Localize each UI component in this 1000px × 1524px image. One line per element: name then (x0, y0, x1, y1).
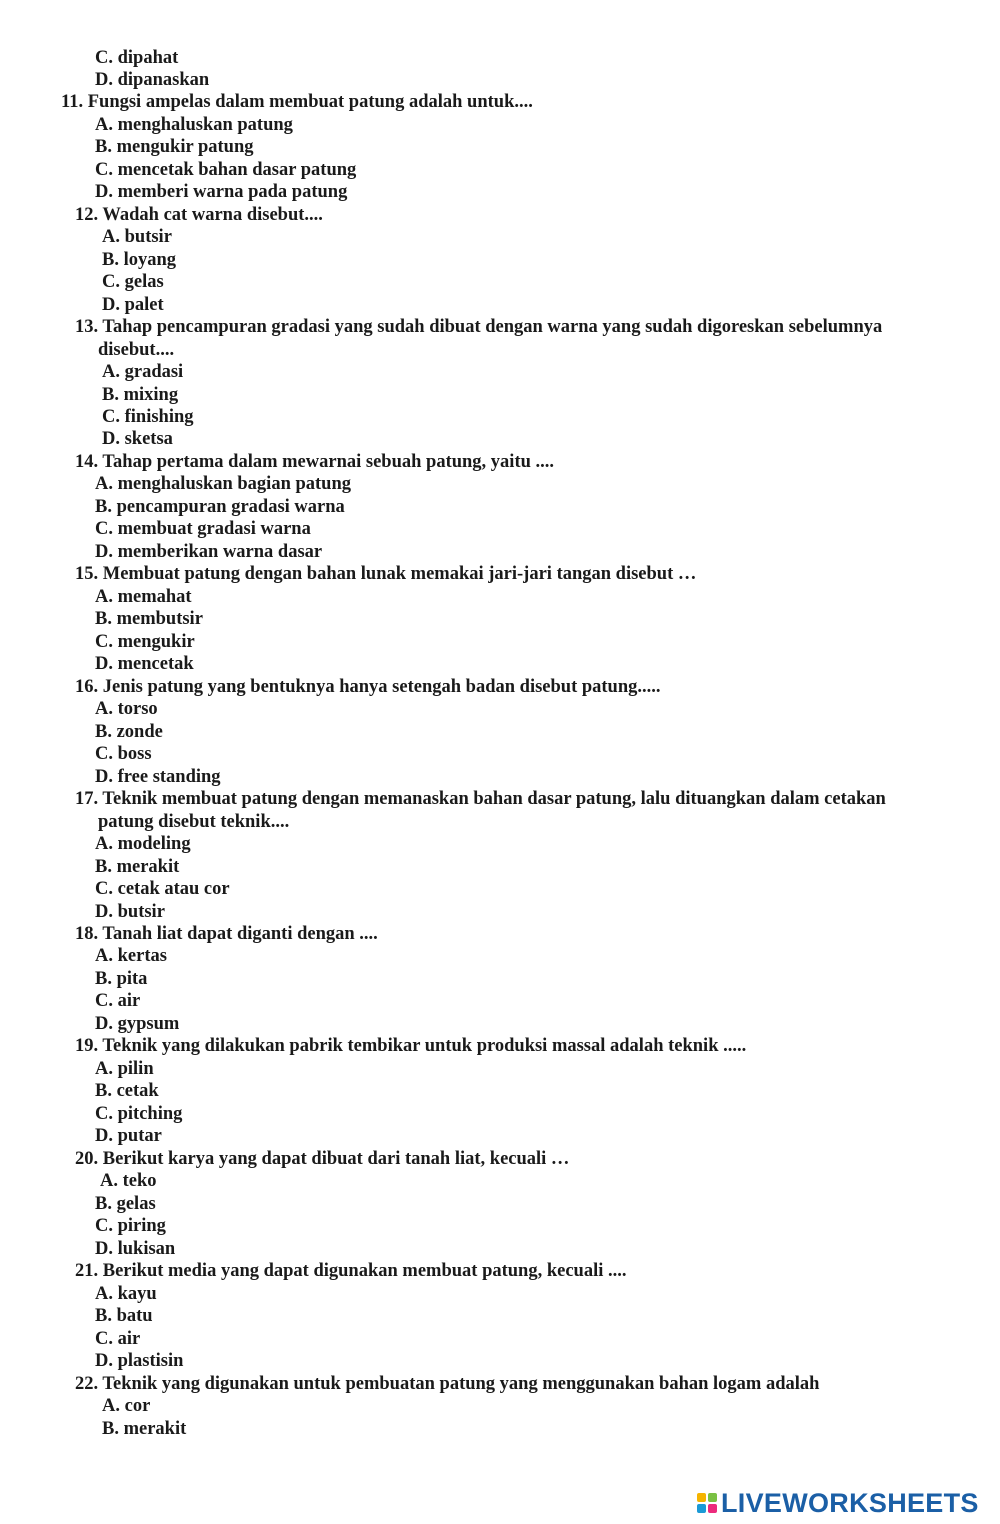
option: A. gradasi (102, 362, 184, 382)
option: D. mencetak (95, 654, 194, 674)
option: A. menghaluskan bagian patung (95, 474, 352, 494)
option: C. finishing (102, 407, 194, 427)
option: B. merakit (102, 1419, 187, 1439)
option: C. piring (95, 1216, 166, 1236)
option: A. cor (102, 1396, 151, 1416)
option: B. merakit (95, 857, 180, 877)
logo-square (708, 1493, 717, 1502)
option: C. gelas (102, 272, 164, 292)
option: D. plastisin (95, 1351, 184, 1371)
option: D. gypsum (95, 1014, 180, 1034)
option: B. cetak (95, 1081, 159, 1101)
option: C. air (95, 1329, 141, 1349)
option: D. memberi warna pada patung (95, 182, 348, 202)
option: D. dipanaskan (95, 70, 210, 90)
question-text: patung disebut teknik.... (98, 812, 290, 832)
option: B. mixing (102, 385, 179, 405)
question-text: 15. Membuat patung dengan bahan lunak memakai jari-jari tangan disebut … (75, 564, 697, 584)
option: B. pita (95, 969, 148, 989)
question-text: 14. Tahap pertama dalam mewarnai sebuah patung, yaitu .... (75, 452, 555, 472)
option: D. palet (102, 295, 164, 315)
logo-square (697, 1493, 706, 1502)
option: D. butsir (95, 902, 165, 922)
option: C. mengukir (95, 632, 195, 652)
question-text: 21. Berikut media yang dapat digunakan membuat patung, kecuali .... (75, 1261, 627, 1281)
question-text: disebut.... (98, 340, 175, 360)
option: C. cetak atau cor (95, 879, 230, 899)
option: B. gelas (95, 1194, 156, 1214)
option: B. batu (95, 1306, 153, 1326)
option: D. lukisan (95, 1239, 176, 1259)
question-text: 19. Teknik yang dilakukan pabrik tembikar untuk produksi massal adalah teknik ..... (75, 1036, 747, 1056)
question-text: 16. Jenis patung yang bentuknya hanya setengah badan disebut patung..... (75, 677, 661, 697)
option: C. boss (95, 744, 152, 764)
question-text: 13. Tahap pencampuran gradasi yang sudah dibuat dengan warna yang sudah digoreskan sebelumnya (75, 317, 883, 337)
option: D. free standing (95, 767, 221, 787)
question-text: 18. Tanah liat dapat diganti dengan .... (75, 924, 378, 944)
question-text: 12. Wadah cat warna disebut.... (75, 205, 323, 225)
option: B. loyang (102, 250, 177, 270)
option: A. memahat (95, 587, 192, 607)
option: A. modeling (95, 834, 191, 854)
option: B. mengukir patung (95, 137, 254, 157)
option: A. teko (100, 1171, 157, 1191)
option: B. zonde (95, 722, 163, 742)
question-text: 20. Berikut karya yang dapat dibuat dari tanah liat, kecuali … (75, 1149, 570, 1169)
question-text: 11. Fungsi ampelas dalam membuat patung adalah untuk.... (61, 92, 533, 112)
option: A. kayu (95, 1284, 157, 1304)
option: D. putar (95, 1126, 162, 1146)
option: D. memberikan warna dasar (95, 542, 323, 562)
logo-square (708, 1504, 717, 1513)
question-text: 17. Teknik membuat patung dengan memanaskan bahan dasar patung, lalu dituangkan dalam cetakan (75, 789, 886, 809)
option: D. sketsa (102, 429, 173, 449)
logo-mark-icon (697, 1493, 717, 1513)
option: A. torso (95, 699, 158, 719)
option: C. membuat gradasi warna (95, 519, 311, 539)
question-text: 22. Teknik yang digunakan untuk pembuatan patung yang menggunakan bahan logam adalah (75, 1374, 820, 1394)
option: A. kertas (95, 946, 167, 966)
option: C. mencetak bahan dasar patung (95, 160, 357, 180)
option: A. menghaluskan patung (95, 115, 293, 135)
option: B. pencampuran gradasi warna (95, 497, 345, 517)
option: A. butsir (102, 227, 172, 247)
logo-text: LIVEWORKSHEETS (721, 1487, 979, 1518)
option: A. pilin (95, 1059, 154, 1079)
option: B. membutsir (95, 609, 203, 629)
option: C. air (95, 991, 141, 1011)
logo-square (697, 1504, 706, 1513)
option: C. pitching (95, 1104, 183, 1124)
option: C. dipahat (95, 48, 179, 68)
liveworksheets-logo (697, 1486, 979, 1520)
